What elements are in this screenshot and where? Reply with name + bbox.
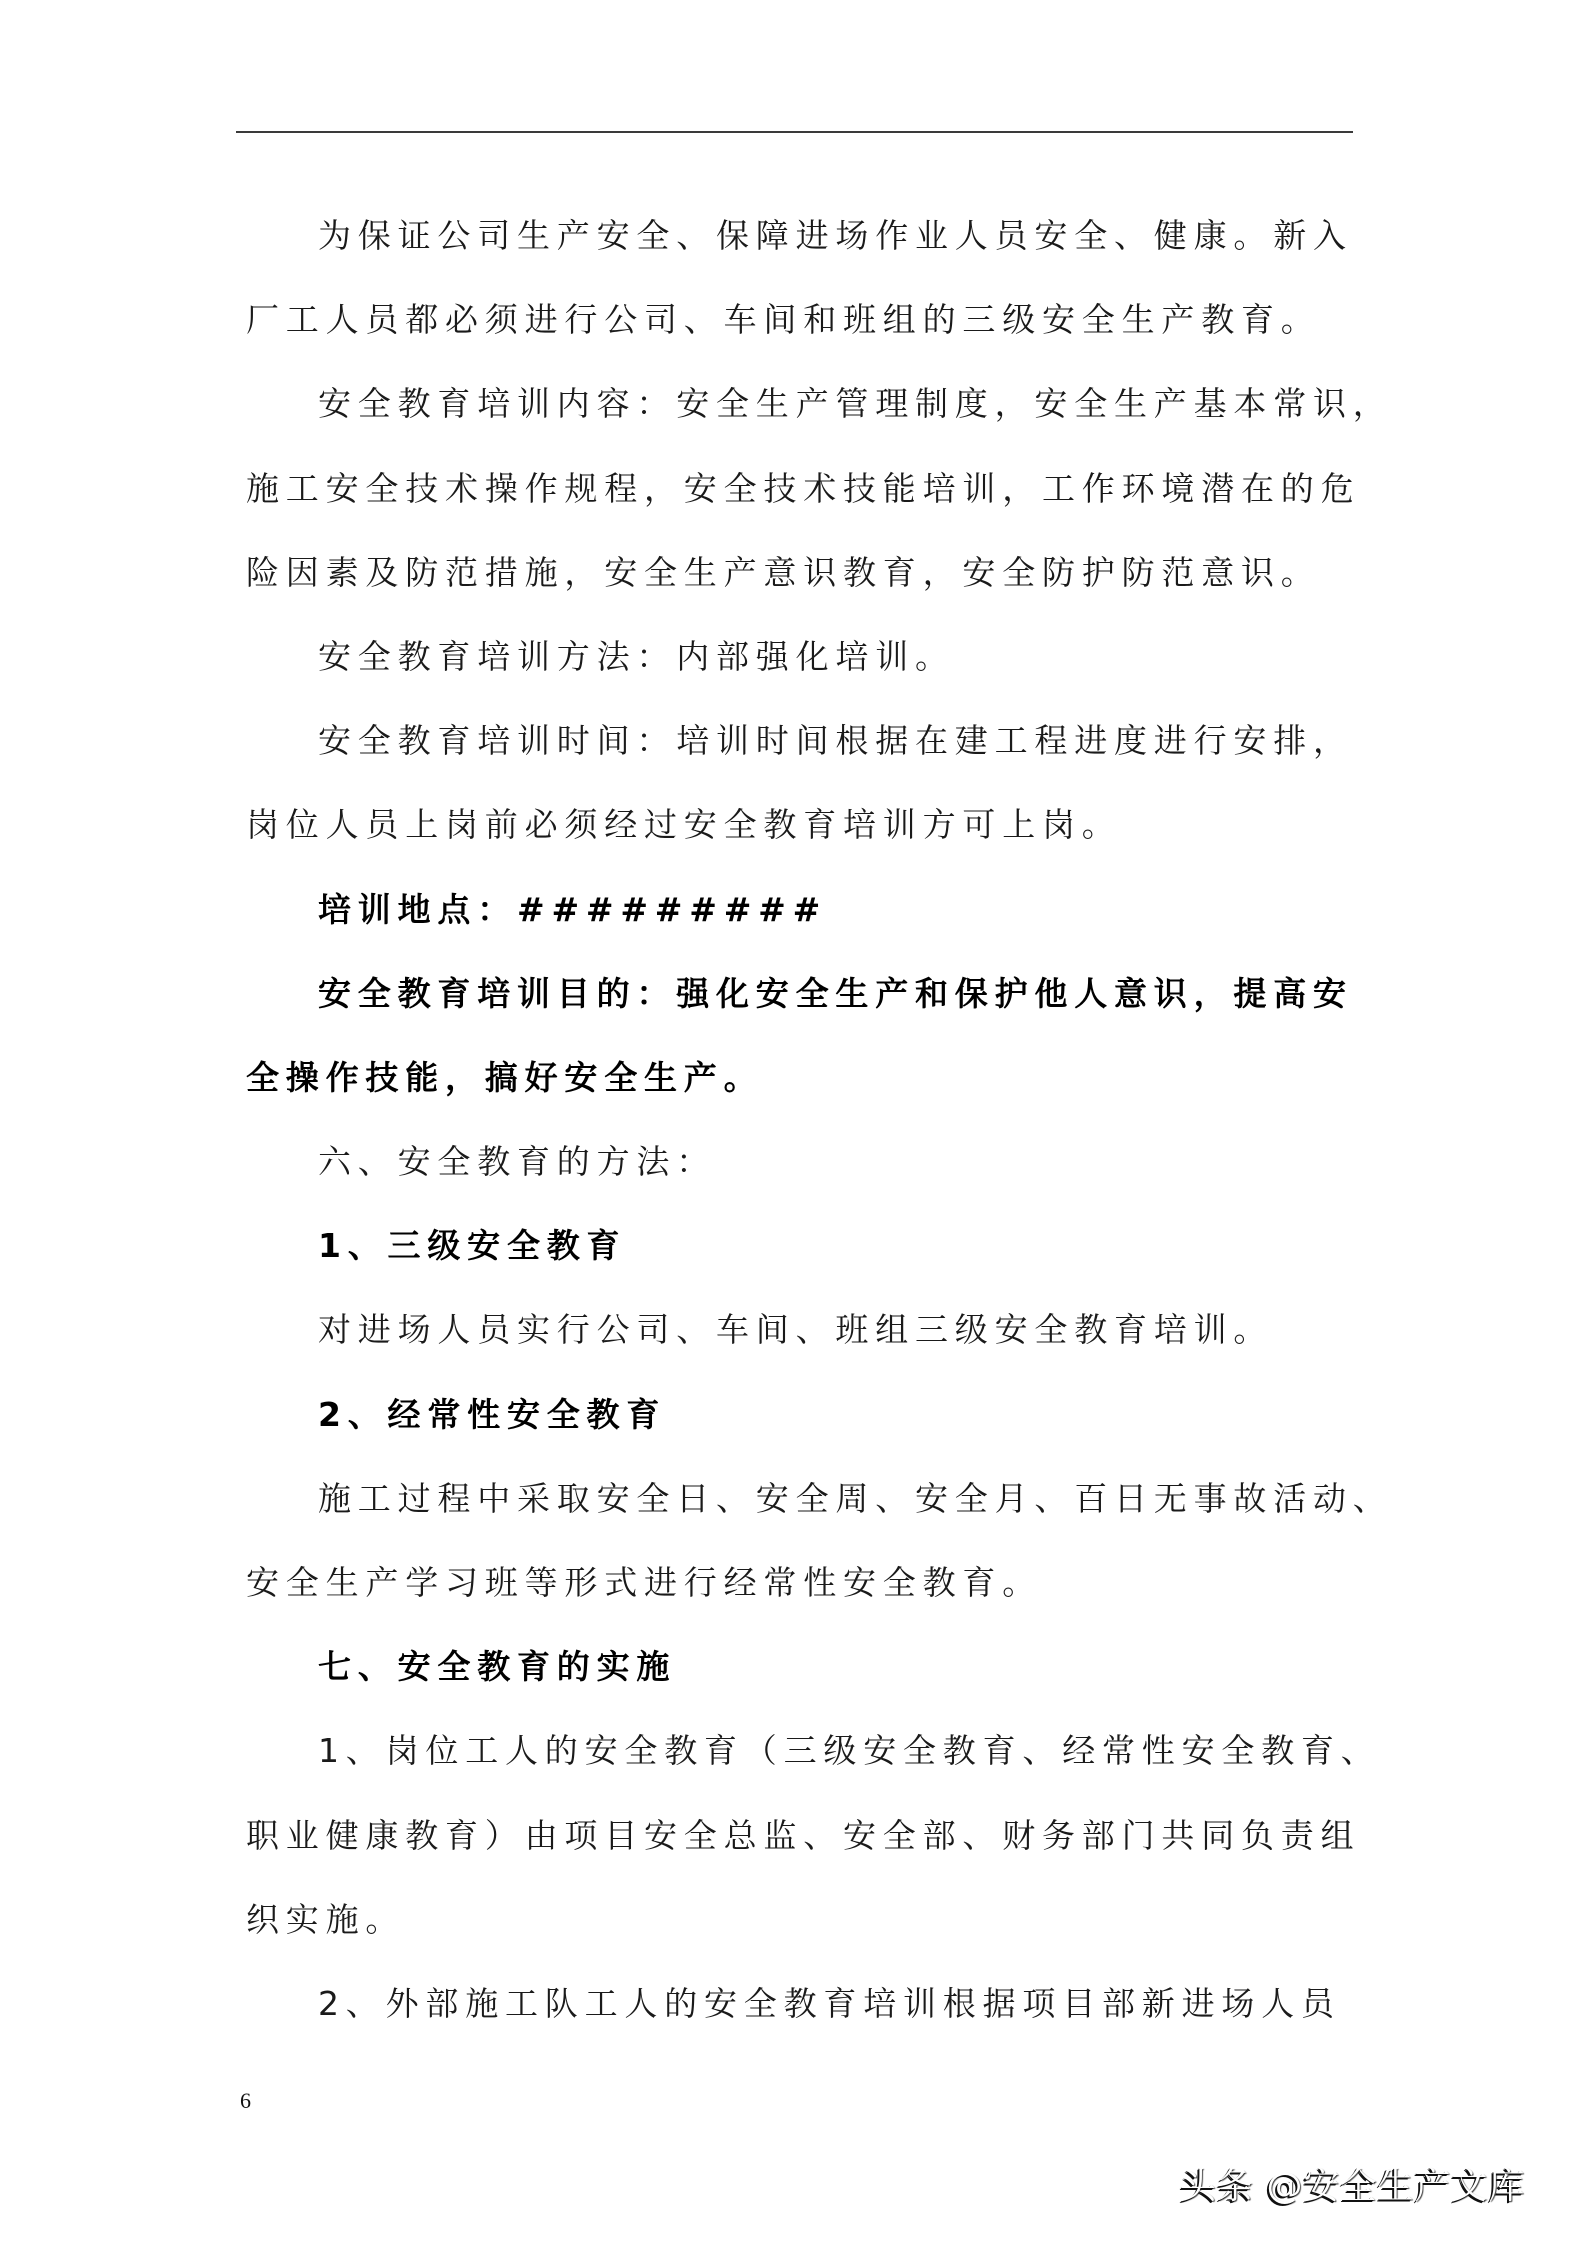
paragraph-line: 施工安全技术操作规程，安全技术技能培训，工作环境潜在的危 xyxy=(246,468,1361,508)
paragraph-line: 织实施。 xyxy=(246,1899,406,1939)
subheading-regular-education: 2、经常性安全教育 xyxy=(318,1394,667,1434)
paragraph-line: 安全教育培训内容：安全生产管理制度，安全生产基本常识， xyxy=(318,384,1393,424)
watermark: 头条 @安全生产文库 xyxy=(1180,2166,1526,2207)
header-rule xyxy=(236,131,1353,133)
paragraph-line: 安全教育培训时间：培训时间根据在建工程进度进行安排， xyxy=(318,721,1353,761)
paragraph-line: 2、外部施工队工人的安全教育培训根据项目部新进场人员 xyxy=(318,1983,1341,2023)
paragraph-line: 险因素及防范措施，安全生产意识教育，安全防护防范意识。 xyxy=(246,552,1321,592)
paragraph-line: 1、岗位工人的安全教育（三级安全教育、经常性安全教育、 xyxy=(318,1731,1381,1771)
paragraph-line: 安全教育培训方法：内部强化培训。 xyxy=(318,636,955,676)
paragraph-line: 岗位人员上岗前必须经过安全教育培训方可上岗。 xyxy=(246,805,1122,845)
section-heading-6: 六、安全教育的方法： xyxy=(318,1142,716,1182)
training-purpose-line: 全操作技能，搞好安全生产。 xyxy=(246,1057,764,1097)
paragraph-line: 为保证公司生产安全、保障进场作业人员安全、健康。新入 xyxy=(318,216,1353,255)
paragraph-line: 施工过程中采取安全日、安全周、安全月、百日无事故活动、 xyxy=(318,1478,1393,1518)
paragraph-line: 对进场人员实行公司、车间、班组三级安全教育培训。 xyxy=(318,1310,1274,1350)
paragraph-line: 厂工人员都必须进行公司、车间和班组的三级安全生产教育。 xyxy=(246,300,1321,340)
training-location-line: 培训地点：######### xyxy=(318,889,828,929)
section-heading-7: 七、安全教育的实施 xyxy=(318,1647,677,1687)
training-purpose-line: 安全教育培训目的：强化安全生产和保护他人意识，提高安 xyxy=(318,973,1353,1013)
subheading-three-level-education: 1、三级安全教育 xyxy=(318,1226,627,1266)
paragraph-line: 安全生产学习班等形式进行经常性安全教育。 xyxy=(246,1563,1042,1602)
document-body xyxy=(246,194,1393,2046)
paragraph-line: 职业健康教育）由项目安全总监、安全部、财务部门共同负责组 xyxy=(246,1815,1361,1855)
page-number: 6 xyxy=(240,2088,251,2113)
